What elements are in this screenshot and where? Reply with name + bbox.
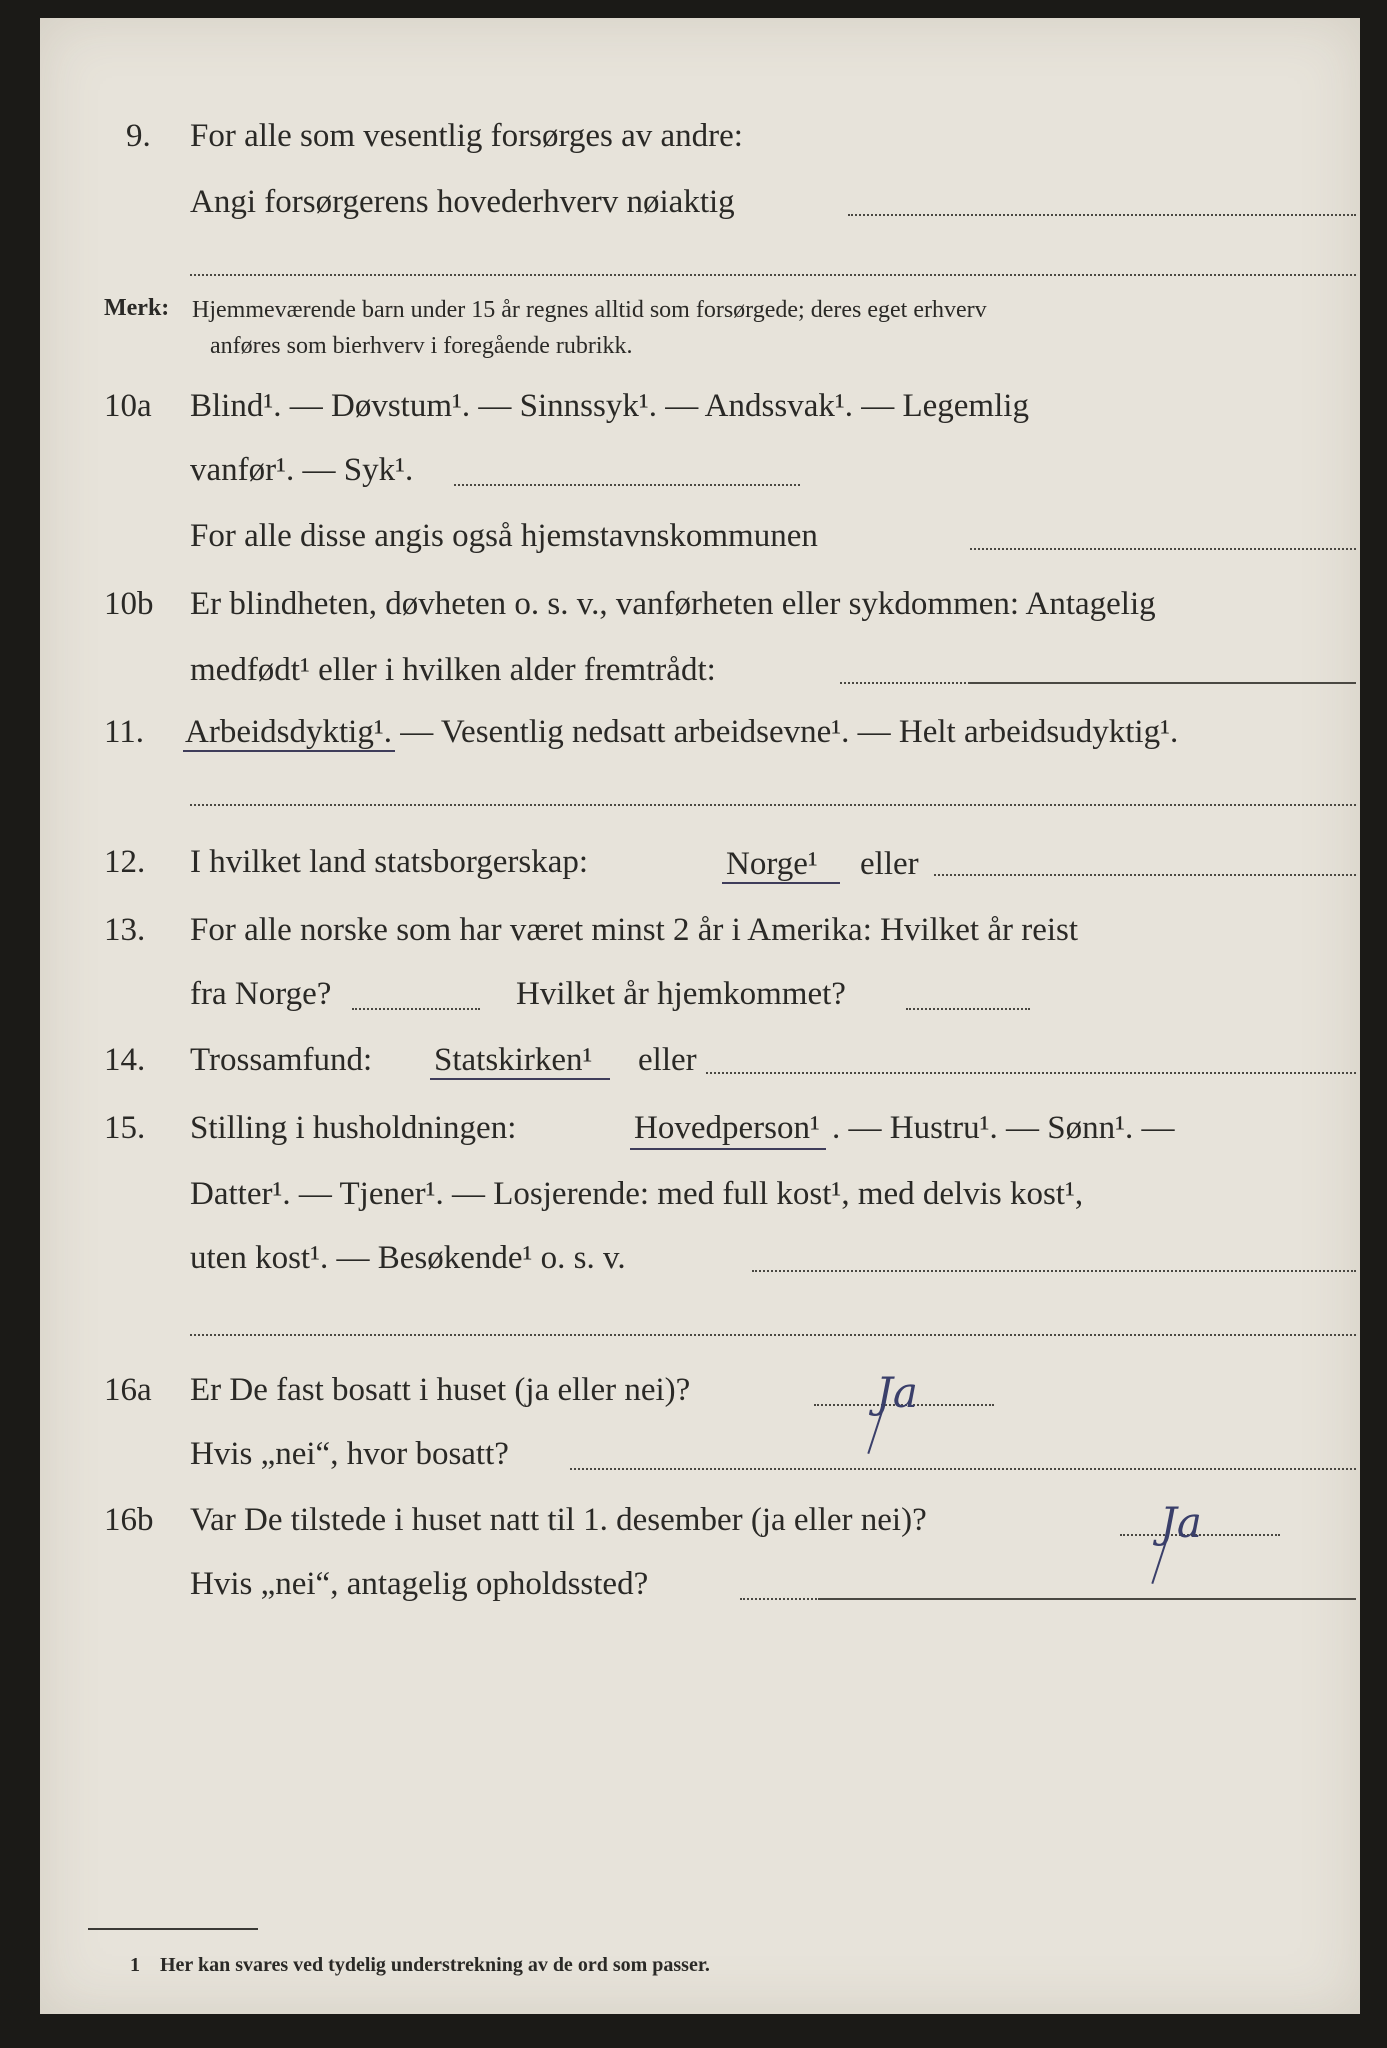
q14-number: 14. <box>104 1042 146 1078</box>
q10a-text-line1: Blind¹. — Døvstum¹. — Sinnssyk¹. — Andssvak¹. — Legemlig <box>190 388 1029 424</box>
q16b-handwritten-answer: Ja <box>1160 1498 1202 1547</box>
q10a-hjemstavn-line[interactable] <box>970 548 1356 550</box>
q14-statskirken[interactable]: Statskirken¹ <box>434 1042 593 1078</box>
q16a-bosatt-line[interactable] <box>570 1468 1356 1470</box>
q15-number: 15. <box>104 1110 146 1146</box>
q14-text: Trossamfund: <box>190 1042 373 1078</box>
q10b-text-line2: medfødt¹ eller i hvilken alder fremtrådt: <box>190 652 716 688</box>
footnote-rule <box>88 1928 258 1930</box>
q10b-number: 10b <box>104 586 154 622</box>
merk-text-line1: Hjemmeværende barn under 15 år regnes alltid som forsørgede; deres eget erhverv <box>192 297 987 323</box>
q16b-opholdssted-line[interactable] <box>820 1598 1356 1600</box>
q12-underline-mark <box>722 882 840 884</box>
q12-answer-line[interactable] <box>934 874 1356 876</box>
q9-text-line2: Angi forsørgerens hovederhverv nøiaktig <box>190 184 735 220</box>
q14-eller: eller <box>638 1042 697 1078</box>
q14-underline-mark <box>430 1078 610 1080</box>
q10a-answer-line[interactable] <box>454 484 800 486</box>
q12-eller: eller <box>860 846 919 882</box>
q16b-opholdssted-dots[interactable] <box>740 1598 820 1600</box>
merk-text-line2: anføres som bierhverv i foregående rubrikk. <box>210 333 633 359</box>
q13-text-line2a: fra Norge? <box>190 976 332 1012</box>
q15-underline-mark <box>630 1148 826 1150</box>
q10a-text-line2: vanfør¹. — Syk¹. <box>190 452 414 488</box>
footnote-text: Her kan svares ved tydelig understrekning av de ord som passer. <box>160 1954 710 1976</box>
q10b-text-line1: Er blindheten, døvheten o. s. v., vanførheten eller sykdommen: Antagelig <box>190 586 1156 622</box>
q15-answer-line-2[interactable] <box>190 1334 1356 1336</box>
footnote-mark: 1 <box>130 1954 140 1976</box>
q11-answer-line[interactable] <box>190 804 1356 806</box>
q10a-number: 10a <box>104 388 152 424</box>
q12-number: 12. <box>104 844 146 880</box>
q9-answer-line[interactable] <box>848 214 1356 216</box>
q15-answer-line[interactable] <box>752 1270 1356 1272</box>
q15-text-pre: Stilling i husholdningen: <box>190 1110 517 1146</box>
q10a-text-line3: For alle disse angis også hjemstavnskommunen <box>190 518 818 554</box>
q13-text-line2b: Hvilket år hjemkommet? <box>516 976 846 1012</box>
q16a-number: 16a <box>104 1372 152 1408</box>
q16b-text-line2: Hvis „nei“, antagelig opholdssted? <box>190 1566 649 1602</box>
q9-text-line1: For alle som vesentlig forsørges av andre: <box>190 118 743 154</box>
q13-reist-line[interactable] <box>352 1008 480 1010</box>
q11-underline-mark <box>183 750 395 752</box>
q12-text: I hvilket land statsborgerskap: <box>190 844 589 880</box>
q9-answer-line-2[interactable] <box>190 274 1356 276</box>
q15-hovedperson[interactable]: Hovedperson¹ <box>634 1110 820 1146</box>
q15-text-line3: uten kost¹. — Besøkende¹ o. s. v. <box>190 1240 626 1276</box>
q9-number: 9. <box>126 118 151 154</box>
q16b-text-line1: Var De tilstede i huset natt til 1. desember (ja eller nei)? <box>190 1502 927 1538</box>
q14-answer-line[interactable] <box>706 1072 1356 1074</box>
q11-number: 11. <box>104 714 145 750</box>
q16a-handwritten-answer: Ja <box>876 1368 918 1417</box>
q13-text-line1: For alle norske som har været minst 2 år i Amerika: Hvilket år reist <box>190 912 1079 948</box>
q10b-answer-line[interactable] <box>840 682 970 684</box>
q13-number: 13. <box>104 912 146 948</box>
q16a-text-line1: Er De fast bosatt i huset (ja eller nei)? <box>190 1372 691 1408</box>
q16a-text-line2: Hvis „nei“, hvor bosatt? <box>190 1436 509 1472</box>
q11-rest: ¹. — Vesentlig nedsatt arbeidsevne¹. — Helt arbeidsudyktig¹. <box>373 714 1179 750</box>
q11-arbeidsdyktig[interactable]: Arbeidsdyktig <box>185 714 374 750</box>
q11-text <box>185 716 1178 749</box>
q13-hjemkommet-line[interactable] <box>906 1008 1030 1010</box>
q15-text-post: . — Hustru¹. — Sønn¹. — <box>832 1110 1175 1146</box>
q15-text-line2: Datter¹. — Tjener¹. — Losjerende: med full kost¹, med delvis kost¹, <box>190 1176 1084 1212</box>
census-form-page <box>40 18 1360 2014</box>
q12-norge[interactable]: Norge¹ <box>726 846 818 882</box>
merk-label: Merk: <box>104 295 170 321</box>
q10b-answer-dash <box>970 682 1356 684</box>
q16b-number: 16b <box>104 1502 154 1538</box>
